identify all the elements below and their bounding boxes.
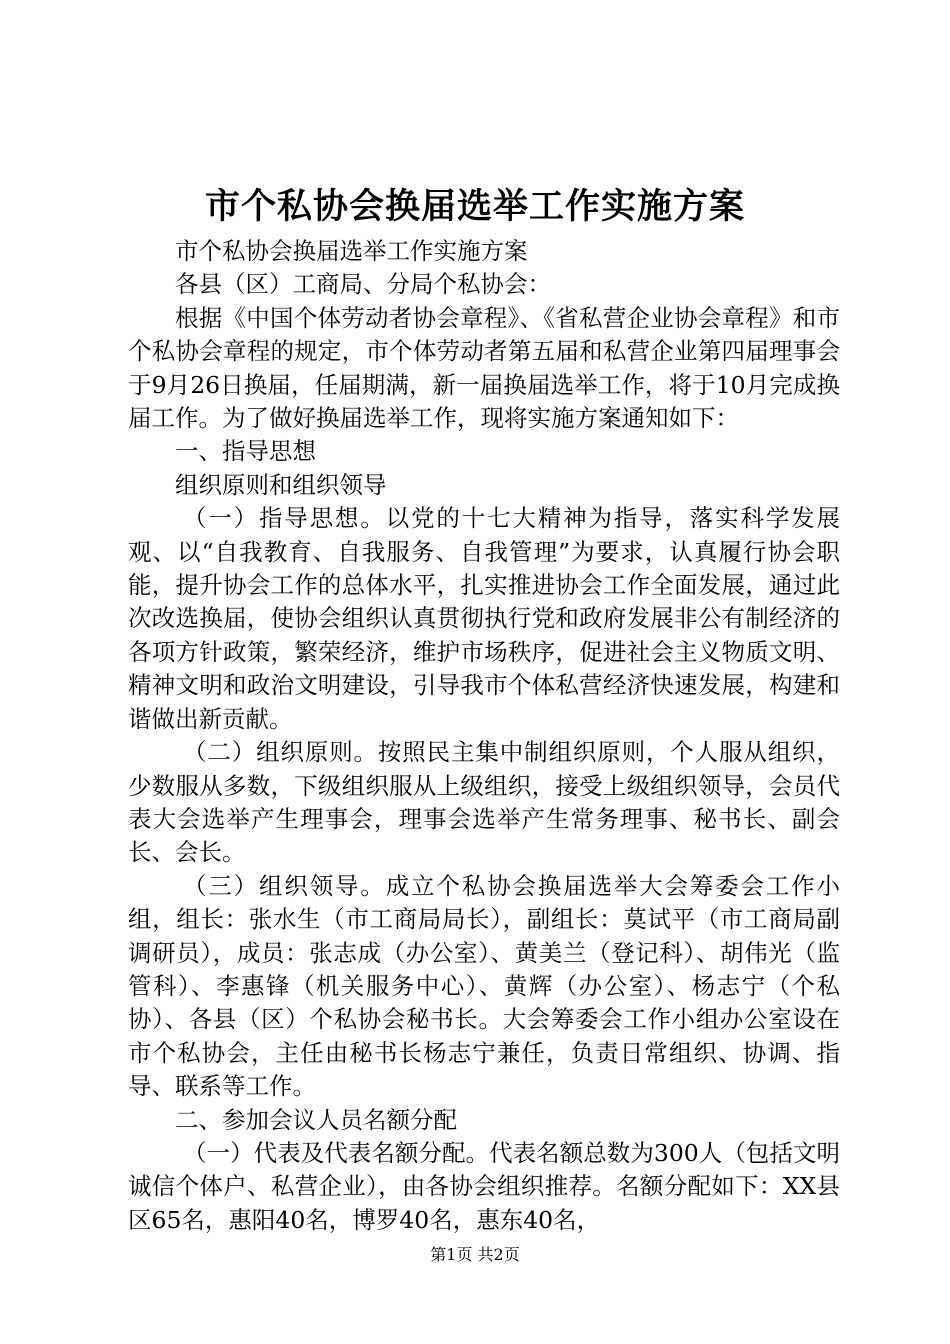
section-subheading: 组织原则和组织领导: [175, 470, 387, 499]
paragraph-addressee: 各县（区）工商局、分局个私协会：: [175, 270, 551, 299]
section-heading-2: 二、参加会议人员名额分配: [175, 1105, 457, 1134]
document-title: 市个私协会换届选举工作实施方案: [204, 186, 745, 227]
paragraph-guiding-ideology: （一）指导思想。以党的十七大精神为指导，落实科学发展观、以“自我教育、自我服务、自我管理”为要求，认真履行协会职能，提升协会工作的总体水平，扎实推进协会工作全面发展，通过此次改选换届，使协会组织认真贯彻执行党和政府发展非公有制经济的各项方针政策，繁荣经济，维护市场秩序，促进社会主义物质文明、精神文明和政治文明建设，引导我市个体私营经济快速发展，构建和谐做出新贡献。: [128, 504, 840, 733]
paragraph-delegate-quota: （一）代表及代表名额分配。代表名额总数为300人（包括文明诚信个体户、私营企业），由各协会组织推荐。名额分配如下：XX县区65名，惠阳40名，博罗40名，惠东40名，: [128, 1138, 840, 1234]
paragraph-organization-principle: （二）组织原则。按照民主集中制组织原则，个人服从组织，少数服从多数，下级组织服从上级组织，接受上级组织领导，会员代表大会选举产生理事会，理事会选举产生常务理事、秘书长、副会长、会长。: [128, 738, 840, 867]
paragraph-organization-leadership: （三）组织领导。成立个私协会换届选举大会筹委会工作小组，组长：张水生（市工商局局长），副组长：莫试平（市工商局副调研员），成员：张志成（办公室）、黄美兰（登记科）、胡伟光（监管科）、李惠锋（机关服务中心）、黄辉（办公室）、杨志宁（个私协）、各县（区）个私协会秘书长。大会筹委会工作小组办公室设在市个私协会，主任由秘书长杨志宁兼任，负责日常组织、协调、指导、联系等工作。: [128, 871, 840, 1101]
page-number-footer: 第1页 共2页: [430, 1245, 520, 1264]
paragraph-subtitle: 市个私协会换届选举工作实施方案: [175, 237, 528, 265]
section-heading-1: 一、指导思想: [175, 437, 316, 466]
document-body: [128, 235, 840, 1237]
paragraph-intro: 根据《中国个体劳动者协会章程》、《省私营企业协会章程》和市个私协会章程的规定，市个体劳动者第五届和私营企业第四届理事会于9月26日换届，任届期满，新一届换届选举工作，将于10月完成换届工作。为了做好换届选举工作，现将实施方案通知如下：: [128, 303, 840, 433]
